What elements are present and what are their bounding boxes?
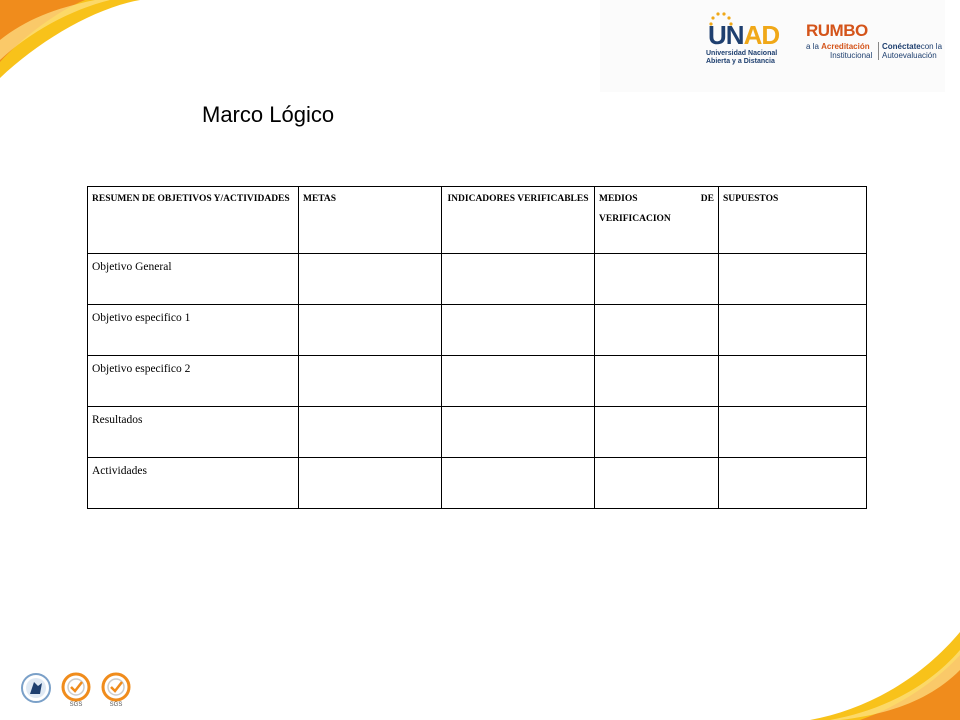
table-cell [299,356,442,407]
table-cell [719,458,867,509]
table-cell [442,305,595,356]
unad-subtitle [706,50,777,66]
table-cell [299,305,442,356]
marco-logico-table [87,186,867,509]
rumbo-acreditacion-logo [806,22,946,62]
header-cell-supuestos: SUPUESTOS [719,187,867,254]
table-cell [719,305,867,356]
unad-wordmark [708,22,779,48]
table-cell [719,407,867,458]
table-row [88,305,867,356]
table-row [88,356,867,407]
sgs-certification-icon [100,672,132,708]
table-cell [595,305,719,356]
sgs-certification-icon [60,672,92,708]
rumbo-right-line1-rest: con la [920,42,943,51]
table-cell [442,254,595,305]
table-cell [442,407,595,458]
table-cell [595,254,719,305]
table-row [88,458,867,509]
footer-certification-logos [20,672,135,710]
row-label: Objetivo especifico 1 [88,305,299,356]
rumbo-right-line2: Autoevaluación [882,51,937,60]
rumbo-line1 [806,42,870,51]
row-label: Objetivo General [88,254,299,305]
table-row [88,254,867,305]
rumbo-line1-prefix: a la [806,42,819,51]
rumbo-line2: Institucional [830,51,873,60]
table-cell [595,356,719,407]
table-cell [595,458,719,509]
table-header-row [88,187,867,254]
corner-swoosh-decoration [810,610,960,720]
unad-letters-ad: AD [743,20,780,50]
header-cell-medios: MEDIOS DE VERIFICACION [595,187,719,254]
header-cell-metas: METAS [299,187,442,254]
rumbo-divider [878,42,879,60]
table-cell [299,407,442,458]
rumbo-line1-bold: Acreditación [821,42,870,51]
sgs-badge-text: SGS [69,702,83,708]
rumbo-right-line1 [882,42,942,51]
unad-logo [704,10,784,70]
table-cell [299,458,442,509]
table-cell [442,458,595,509]
rumbo-title: RUMBO [806,21,868,40]
page-title: Marco Lógico [202,102,335,127]
table-cell [719,254,867,305]
unad-letter-u: U [708,20,726,50]
sgs-badge-text: SGS [109,702,123,708]
header-cell-indicadores: INDICADORES VERIFICABLES [442,187,595,254]
colombia-seal-icon [20,672,52,708]
rumbo-right-line1-bold: Conéctate [882,42,921,51]
unad-subtitle-line1: Universidad Nacional [706,50,778,57]
table-row [88,407,867,458]
table-cell [595,407,719,458]
unad-letter-n: N [725,20,744,50]
header-cell-resumen: RESUMEN DE OBJETIVOS Y/ACTIVIDADES [88,187,299,254]
row-label: Objetivo especifico 2 [88,356,299,407]
table-cell [442,356,595,407]
corner-swoosh-decoration [0,0,140,110]
row-label: Actividades [88,458,299,509]
row-label: Resultados [88,407,299,458]
table-cell [299,254,442,305]
table-cell [719,356,867,407]
unad-subtitle-line2: Abierta y a Distancia [706,58,775,65]
